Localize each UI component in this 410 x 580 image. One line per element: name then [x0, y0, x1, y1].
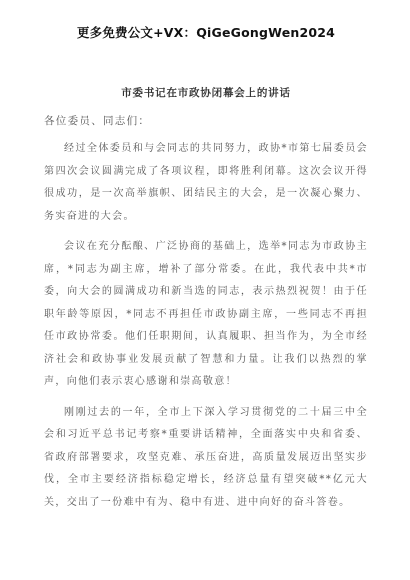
watermark-header: 更多免费公文+VX：QiGeGongWen2024	[76, 25, 336, 40]
document-title: 市委书记在市政协闭幕会上的讲话	[121, 87, 291, 99]
salutation: 各位委员、同志们：	[44, 115, 151, 127]
paragraph: 会议在充分酝酿、广泛协商的基础上，选举*同志为市政协主席，*同志为副主席，增补了部分常委。在此，我代表中共*市委，向大会的圆满成功和新当选的同志，表示热烈祝贺！由于任职年龄等原因，*同志不再担任市政协副主席，一些同志不再担任市政协常委。他们任职期间，认真履职、担当作为，为全市经济社会和政协事业发展贡献了智慧和力量。让我们以热烈的掌声，向他们表示衷心感谢和崇高敬意！	[44, 241, 368, 387]
paragraph: 经过全体委员和与会同志的共同努力，政协*市第七届委员会第四次会议圆满完成了各项议程，即将胜利闭幕。这次会议开得很成功，是一次高举旗帜、团结民主的大会，是一次凝心聚力、务实奋进的大会。	[44, 143, 368, 222]
paragraph: 刚刚过去的一年，全市上下深入学习贯彻党的二十届三中全会和习近平总书记考察*重要讲话精神，全面落实中央和省委、省政府部署要求，攻坚克难、承压奋进，高质量发展迈出坚实步伐，全市主要经济指标稳定增长，经济总量有望突破**亿元大关，交出了一份难中有为、稳中有进、进中向好的奋斗答卷。	[44, 406, 368, 508]
